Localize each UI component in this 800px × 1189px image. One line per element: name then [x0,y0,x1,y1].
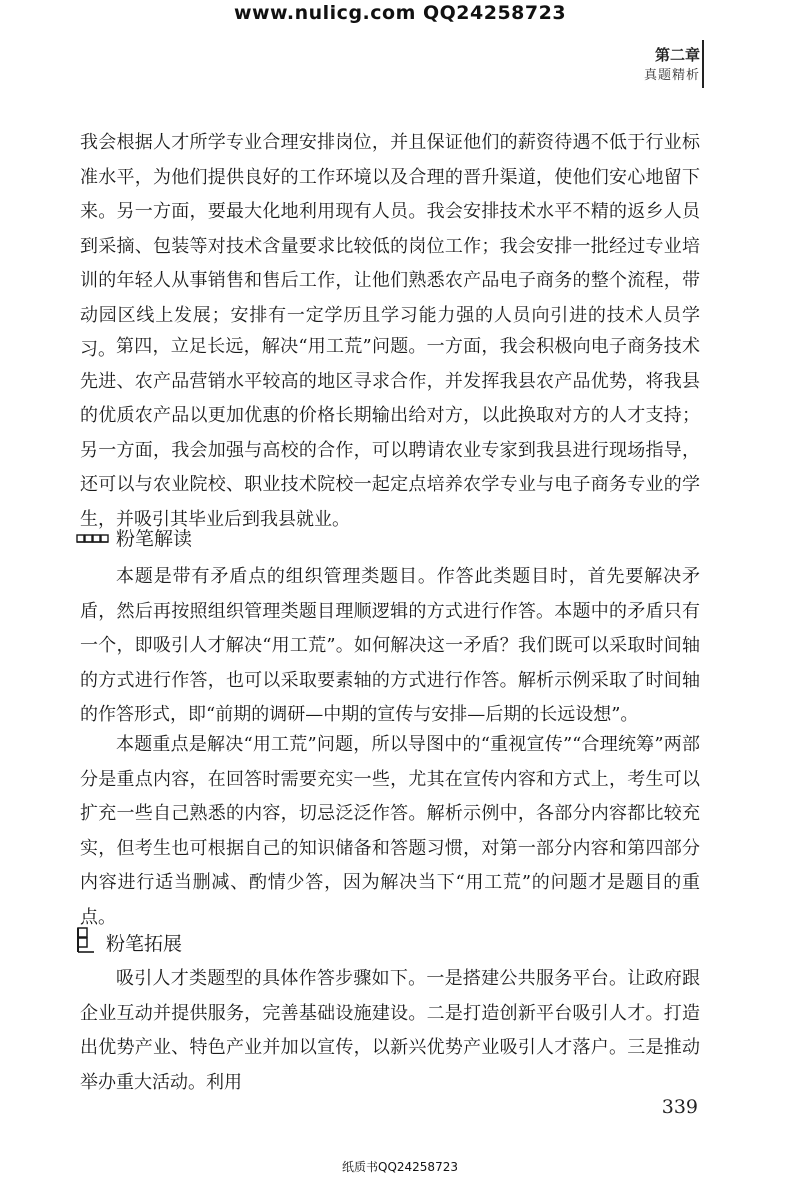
section-title-extension: 粉笔拓展 [106,933,183,955]
bottom-watermark: 纸质书QQ24258723 [342,1160,458,1174]
body-paragraph-1: 我会根据人才所学专业合理安排岗位，并且保证他们的薪资待遇不低于行业标准水平，为他们提供良好的工作环境以及合理的晋升渠道，使他们安心地留下来。另一方面，要最大化地利用现有人员。我会安排技术水平不精的返乡人员到采摘、包装等对技术含量要求比较低的岗位工作；我会安排一批经过专业培训的年轻人从事销售和售后工作，让他们熟悉农产品电子商务的整个流程，带动园区线上发展；安排有一定学历且学习能力强的人员向引进的技术人员学习。 [80,132,700,360]
section-heading-reading [76,524,192,551]
extension-section-icon [76,926,100,959]
body-paragraph-2: 第四，立足长远，解决“用工荒”问题。一方面，我会积极向电子商务技术先进、农产品营销水平较高的地区寻求合作，并发挥我县农产品优势，将我县的优质农产品以更加优惠的价格长期输出给对方，以此换取对方的人才支持；另一方面，我会加强与高校的合作，可以聘请农业专家到我县进行现场指导，还可以与农业院校、职业技术院校一起定点培养农学专业与电子商务专业的学生，并吸引其毕业后到我县就业。 [80,336,700,530]
chapter-title: 第二章 [654,46,700,64]
chapter-header [644,44,700,86]
section-heading-extension [76,926,182,959]
reading-section-icon [76,526,110,549]
top-watermark: www.nulicg.com QQ24258723 [233,2,567,24]
page-number: 339 [661,1096,698,1118]
reading-paragraph-1: 本题是带有矛盾点的组织管理类题目。作答此类题目时，首先要解决矛盾，然后再按照组织管理类题目理顺逻辑的方式进行作答。本题中的矛盾只有一个，即吸引人才解决“用工荒”。如何解决这一矛盾？我们既可以采取时间轴的方式进行作答，也可以采取要素轴的方式进行作答。解析示例采取了时间轴的作答形式，即“前期的调研—中期的宣传与安排—后期的长远设想”。 [80,566,700,725]
reading-paragraph-2: 本题重点是解决“用工荒”问题，所以导图中的“重视宣传”“合理统筹”两部分是重点内容，在回答时需要充实一些，尤其在宣传内容和方式上，考生可以扩充一些自己熟悉的内容，切忌泛泛作答。解析示例中，各部分内容都比较充实，但考生也可根据自己的知识储备和答题习惯，对第一部分内容和第四部分内容进行适当删减、酌情少答，因为解决当下“用工荒”的问题才是题目的重点。 [80,734,700,928]
chapter-subtitle: 真题精析 [643,68,700,83]
extension-paragraph-1: 吸引人才类题型的具体作答步骤如下。一是搭建公共服务平台。让政府跟企业互动并提供服务，完善基础设施建设。二是打造创新平台吸引人才。打造出优势产业、特色产业并加以宣传，以新兴优势产业吸引人才落户。三是推动举办重大活动。利用 [80,968,700,1093]
section-title-reading: 粉笔解读 [116,528,193,550]
chapter-divider [702,40,704,88]
